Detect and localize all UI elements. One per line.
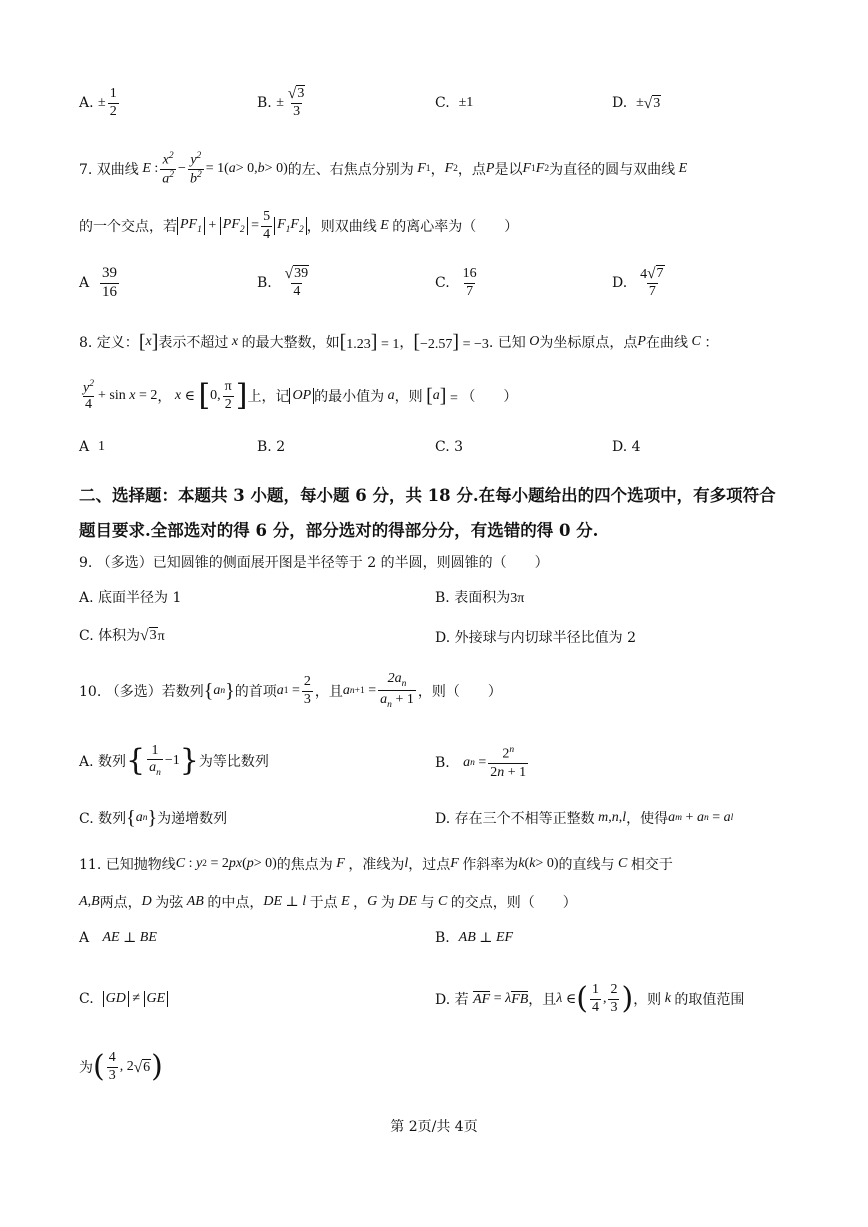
q11-stem-line2: A , B 两点， D 为弦 AB 的中点， DE ⊥ l 于点 E ， G 为 DE 与 C 的交点，则（ ） <box>79 894 577 911</box>
q8-option-c: C. 3 <box>435 439 464 455</box>
q9-option-c: C. 体积为 √ 3 π <box>79 627 165 644</box>
q6-options <box>0 78 868 128</box>
page-footer: 第 2页/共 4页 <box>390 1119 478 1135</box>
q11-option-a: A AE ⊥ BE <box>79 930 157 946</box>
q6-option-a: A. ± $\frac{1}{2}$ <box>79 86 117 119</box>
q8-options <box>0 424 868 470</box>
q10-option-a: A. 数列 { $\frac{1}{a_n}$ −1 } 为等比数列 <box>79 743 269 778</box>
q10-option-d: D. 存在三个不相等正整数 m , n , l ，使得 a m + a n = a l <box>435 810 734 827</box>
q6-option-c: C. ±1 <box>435 95 474 111</box>
q9-option-b: B. 表面积为3π <box>435 590 525 606</box>
q11-option-b: B. AB ⊥ EF <box>435 930 514 946</box>
q7-option-c: C. $\frac{16}{7}$ <box>435 266 477 299</box>
q11-option-d-cont: 为 ( $\frac{4}{3}$ , 2 √ 6 ) <box>79 1049 163 1084</box>
section2-heading-line2: 题目要求.全部选对的得 6 分，部分选对的得部分分，有选错的得 0 分. <box>79 521 599 540</box>
q9-option-a: A. 底面半径为 1 <box>79 590 182 606</box>
q10-option-b: B. a n = $\frac{2^n}{2n + 1}$ <box>435 745 527 780</box>
q8-option-b: B. 2 <box>257 439 286 455</box>
section2-heading-line1: 二、选择题：本题共 3 小题，每小题 6 分，共 18 分.在每小题给出的四个选项中，有多项符合 <box>79 486 776 505</box>
q7-option-b: B. √ 39 4 <box>257 265 309 300</box>
q6-option-d: D. ± √ 3 <box>612 94 661 112</box>
q8-option-d: D. 4 <box>612 439 641 455</box>
q11-stem-line1: 11. 已知抛物线 C : y 2 = 2 px ( p > 0) 的焦点为 F ，准线为 l ，过点 F 作斜率为 k ( k > 0) 的直线与 C 相交于 <box>79 856 673 873</box>
q9-option-d: D. 外接球与内切球半径比值为 2 <box>435 630 636 646</box>
q8-stem-line1: 8. 定义： [ x ] 表示不超过 x 的最大整数，如 [1.23] = 1 ， [−2.57] = −3 . 已知 O 为坐标原点，点 P 在曲线 C ： <box>79 330 719 353</box>
q9-stem: 9. （多选）已知圆锥的侧面展开图是半径等于 2 的半圆，则圆锥的（ ） <box>79 555 549 571</box>
q6-option-b: B. ± √ 3 3 <box>257 85 305 120</box>
q10-option-c: C. 数列 { a n } 为递增数列 <box>79 807 228 829</box>
q7-option-a: A $\frac{39}{16}$ <box>79 265 118 300</box>
q11-option-d: D. 若 AF = λ FB ，且 λ ∈ ( $\frac{1}{4}$ , $\frac{2}{3}$ ) ，则 k 的取值范围 <box>435 981 745 1016</box>
q7-options <box>0 258 868 308</box>
q7-stem-line2: 的一个交点，若 $PF_1$ + $PF_2$ = $\frac{5}{4}$ $F_1F_2$ ，则双曲线 E 的离心率为（ ） <box>79 209 519 242</box>
q11-option-c: C. GD ≠ GE <box>79 984 168 1014</box>
q8-option-a: A 1 <box>79 439 106 455</box>
q8-stem-line2: $\frac{y^2}{4}$ + sin x = 2 ， x ∈ [ 0, $\frac{\pi}{2}$ ] 上，记 OP 的最小值为 a ，则 [ a ] = （ ） <box>83 378 518 413</box>
q7-stem-line1: 7. 双曲线 E : $\frac{x^2}{a^2}$ − $\frac{y^2}{b^2}$ = 1( a > 0, b > 0) 的左、右焦点分别为 F 1 ， F 2 ，点 P 是以 F 1 F 2 为直径的圆与双曲线 E <box>79 150 688 187</box>
q10-stem: 10. （多选）若数列 { a n } 的首项 a 1 = $\frac{2}{3}$ ，且 a n +1 = $\frac{2a_n}{a_n + 1}$ ，则（ ） <box>79 671 502 710</box>
q7-option-d: D. 4 √ 7 7 <box>612 265 664 300</box>
